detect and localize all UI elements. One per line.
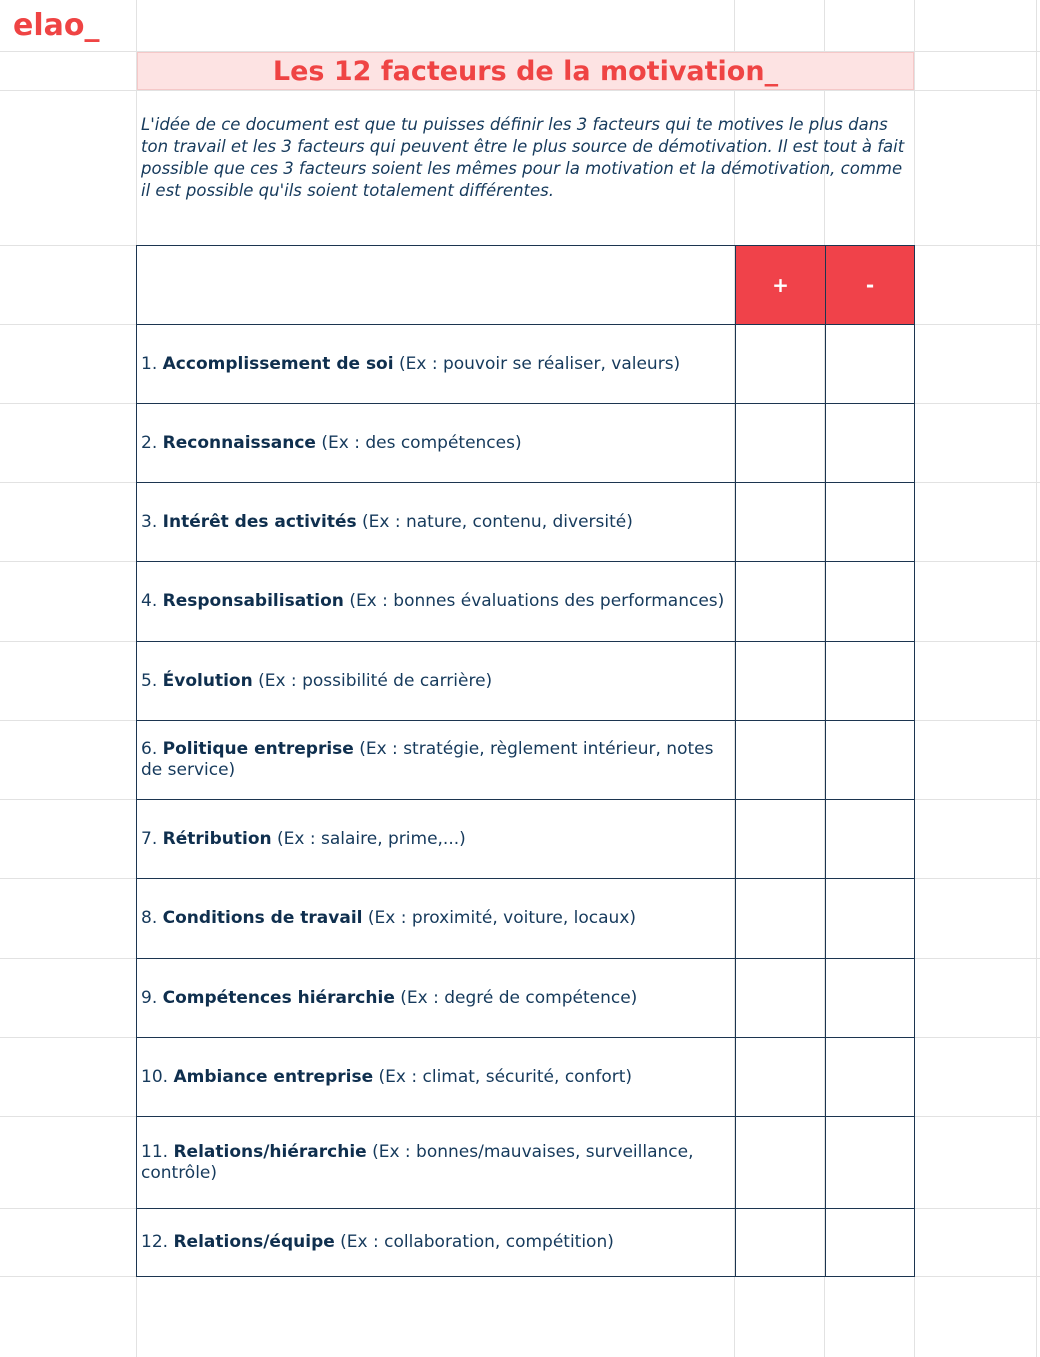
plus-cell[interactable]: [736, 642, 826, 721]
table-header-row: [137, 246, 915, 325]
factor-row: [137, 1117, 915, 1209]
factor-cell[interactable]: [137, 800, 736, 879]
factor-example: (Ex : stratégie, règlement intérieur, notes de service): [141, 739, 714, 780]
factor-cell[interactable]: [137, 959, 736, 1038]
factor-number: 12.: [141, 1232, 169, 1252]
plus-cell[interactable]: [736, 1038, 826, 1117]
factor-example: (Ex : des compétences): [321, 432, 522, 453]
plus-cell[interactable]: [736, 800, 826, 879]
factor-example: (Ex : salaire, prime,...): [277, 828, 466, 849]
plus-cell[interactable]: [736, 1209, 826, 1277]
factor-example: (Ex : possibilité de carrière): [258, 670, 493, 691]
minus-cell[interactable]: [826, 1038, 915, 1117]
plus-cell[interactable]: [736, 325, 826, 404]
factor-number: 8.: [141, 908, 158, 928]
factor-number: 3.: [141, 511, 158, 532]
minus-cell[interactable]: [826, 879, 915, 959]
factor-name: Responsabilisation: [162, 591, 344, 611]
factors-table: [136, 245, 915, 1277]
factor-name: Conditions de travail: [162, 908, 363, 928]
factor-number: 2.: [141, 432, 158, 453]
intro-text[interactable]: L'idée de ce document est que tu puisses définir les 3 facteurs qui te motives le plus dans ton travail et les 3 facteurs qui peuvent être le plus source de démotivation. Il est tout à fait possible que ces 3 facteurs soient les mêmes pour la motivation et la démotivation, comme il est possible qu'ils soient totalement différentes.: [141, 115, 905, 200]
factor-example: (Ex : nature, contenu, diversité): [362, 511, 633, 532]
minus-cell[interactable]: [826, 800, 915, 879]
plus-cell[interactable]: [736, 562, 826, 642]
factor-example: (Ex : pouvoir se réaliser, valeurs): [398, 353, 681, 374]
factor-example: (Ex : degré de compétence): [400, 987, 638, 1008]
plus-cell[interactable]: [736, 959, 826, 1038]
factor-name: Évolution: [162, 670, 253, 691]
factor-row: [137, 404, 915, 483]
factor-row: [137, 562, 915, 642]
factor-example: (Ex : bonnes évaluations des performances): [349, 591, 725, 611]
minus-cell[interactable]: [826, 562, 915, 642]
factor-number: 11.: [141, 1141, 169, 1162]
minus-cell[interactable]: [826, 1209, 915, 1277]
minus-cell[interactable]: [826, 325, 915, 404]
factor-example: (Ex : climat, sécurité, confort): [378, 1066, 633, 1087]
factor-cell[interactable]: [137, 325, 736, 404]
factor-number: 4.: [141, 591, 158, 611]
header-empty-cell[interactable]: [137, 246, 736, 325]
factor-name: Ambiance entreprise: [173, 1066, 374, 1087]
factor-name: Compétences hiérarchie: [162, 987, 395, 1008]
plus-cell[interactable]: [736, 721, 826, 800]
plus-cell[interactable]: [736, 404, 826, 483]
factor-example: (Ex : bonnes/mauvaises, surveillance, contrôle): [141, 1141, 694, 1183]
factor-row: [137, 1209, 915, 1277]
factor-number: 9.: [141, 987, 158, 1008]
factor-number: 10.: [141, 1066, 169, 1087]
factor-row: [137, 879, 915, 959]
factor-number: 6.: [141, 739, 158, 759]
plus-cell[interactable]: [736, 1117, 826, 1209]
minus-cell[interactable]: [826, 404, 915, 483]
factor-cell[interactable]: [137, 1209, 736, 1277]
factor-name: Intérêt des activités: [162, 511, 357, 532]
factor-row: [137, 959, 915, 1038]
factor-cell[interactable]: [137, 1117, 736, 1209]
factor-name: Relations/équipe: [173, 1232, 335, 1252]
factor-row: [137, 483, 915, 562]
factor-cell[interactable]: [137, 721, 736, 800]
factor-number: 1.: [141, 353, 158, 374]
factor-name: Relations/hiérarchie: [173, 1141, 367, 1162]
factor-cell[interactable]: [137, 879, 736, 959]
factor-cell[interactable]: [137, 404, 736, 483]
factor-name: Accomplissement de soi: [162, 353, 394, 374]
minus-cell[interactable]: [826, 483, 915, 562]
factor-cell[interactable]: [137, 483, 736, 562]
factor-cell[interactable]: [137, 1038, 736, 1117]
minus-header-cell[interactable]: -: [826, 246, 915, 325]
factor-example: (Ex : collaboration, compétition): [340, 1232, 614, 1252]
minus-cell[interactable]: [826, 1117, 915, 1209]
factor-name: Rétribution: [162, 828, 272, 849]
factor-row: [137, 642, 915, 721]
title-cell[interactable]: [137, 52, 914, 90]
minus-cell[interactable]: [826, 959, 915, 1038]
minus-cell[interactable]: [826, 642, 915, 721]
factor-cell[interactable]: [137, 562, 736, 642]
factor-example: (Ex : proximité, voiture, locaux): [367, 908, 637, 928]
factor-row: [137, 721, 915, 800]
factor-name: Politique entreprise: [162, 739, 354, 759]
factor-row: [137, 800, 915, 879]
factor-number: 5.: [141, 670, 158, 691]
factor-cell[interactable]: [137, 642, 736, 721]
minus-cell[interactable]: [826, 721, 915, 800]
plus-cell[interactable]: [736, 483, 826, 562]
page-title: Les 12 facteurs de la motivation_: [272, 55, 779, 87]
factor-row: [137, 325, 915, 404]
plus-header-cell[interactable]: +: [736, 246, 826, 325]
factor-number: 7.: [141, 828, 158, 849]
plus-cell[interactable]: [736, 879, 826, 959]
factor-row: [137, 1038, 915, 1117]
factor-name: Reconnaissance: [162, 432, 316, 453]
elao-logo: elao_: [13, 8, 100, 43]
